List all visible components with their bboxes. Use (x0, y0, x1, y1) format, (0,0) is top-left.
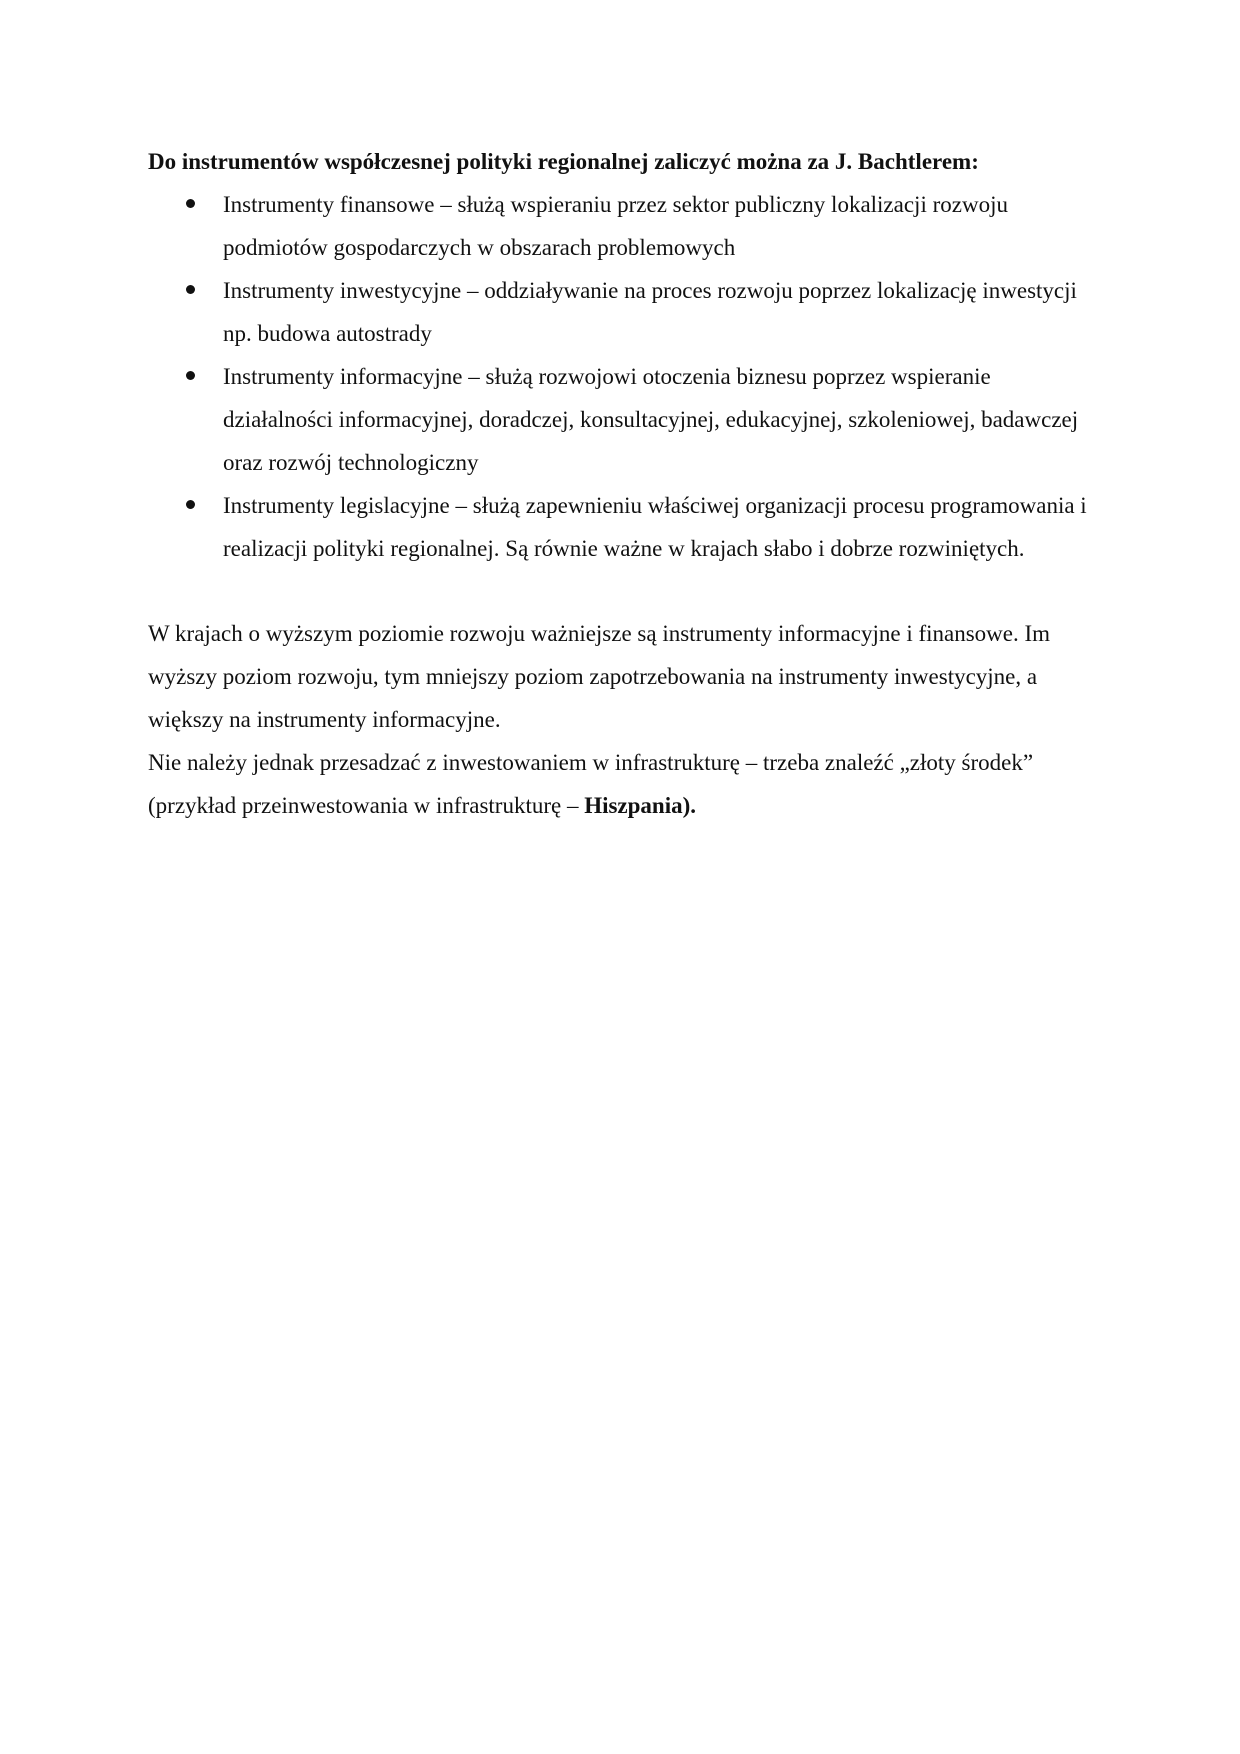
bullet-icon (186, 500, 195, 509)
instrument-description: – oddziaływanie na proces rozwoju poprzez lokalizację inwestycji np. budowa autostrady (223, 278, 1077, 346)
bullet-icon (186, 371, 195, 380)
list-item (148, 183, 1098, 269)
instruments-list (148, 183, 1098, 570)
instrument-description: – służą zapewnieniu właściwej organizacji procesu programowania i realizacji polityki regionalnej. Są równie ważne w krajach słabo i dobrze rozwiniętych. (223, 493, 1087, 561)
paragraph-development: W krajach o wyższym poziomie rozwoju ważniejsze są instrumenty informacyjne i finansowe. Im wyższy poziom rozwoju, tym mniejszy poziom zapotrzebowania na instrumenty inwestycyjne, a większy na instrumenty informacyjne. (148, 621, 1051, 732)
paragraph-infrastructure (148, 741, 1098, 827)
example-country: Hiszpania). (584, 793, 697, 818)
document-content (148, 140, 1098, 827)
instrument-name: Instrumenty informacyjne (223, 364, 463, 389)
list-item (148, 269, 1098, 355)
section-heading: Do instrumentów współczesnej polityki regionalnej zaliczyć można za J. Bachtlerem: (148, 149, 979, 174)
instrument-description: – służą wspieraniu przez sektor publiczny lokalizacji rozwoju podmiotów gospodarczych w obszarach problemowych (223, 192, 1008, 260)
bullet-icon (186, 199, 195, 208)
instrument-description: – służą rozwojowi otoczenia biznesu poprzez wspieranie działalności informacyjnej, doradczej, konsultacyjnej, edukacyjnej, szkoleniowej, badawczej oraz rozwój technologiczny (223, 364, 1079, 475)
paragraph-infrastructure-text: Nie należy jednak przesadzać z inwestowaniem w infrastrukturę – trzeba znaleźć „złoty środek” (przykład przeinwestowania w infrastrukturę – (148, 750, 1034, 818)
list-item (148, 355, 1098, 484)
body-text (148, 612, 1098, 827)
list-item (148, 484, 1098, 570)
instrument-name: Instrumenty inwestycyjne (223, 278, 462, 303)
instrument-name: Instrumenty legislacyjne (223, 493, 450, 518)
bullet-icon (186, 285, 195, 294)
instrument-name: Instrumenty finansowe (223, 192, 435, 217)
